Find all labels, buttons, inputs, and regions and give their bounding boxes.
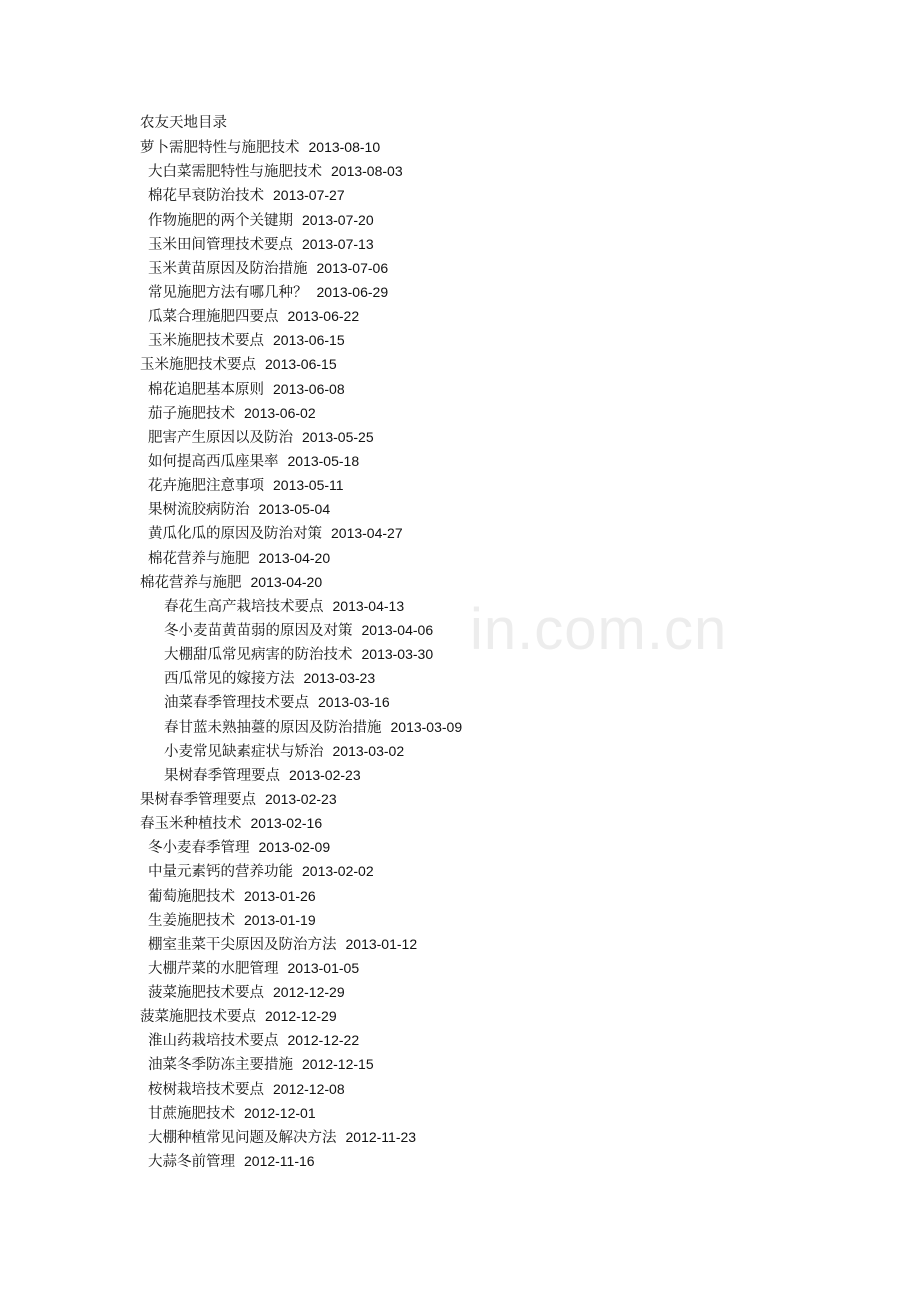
toc-entry	[140, 377, 880, 401]
toc-entry-date: 2013-02-09	[258, 839, 331, 856]
toc-entry	[140, 473, 880, 497]
toc-entry	[140, 256, 880, 280]
toc-entry-date: 2012-12-22	[287, 1032, 360, 1049]
toc-entry-title: 大棚种植常见问题及解决方法	[148, 1129, 337, 1146]
toc-entry	[140, 859, 880, 883]
toc-entries	[140, 135, 880, 1173]
toc-entry-title: 棚室韭菜干尖原因及防治方法	[148, 936, 337, 953]
toc-entry-title: 棉花追肥基本原则	[148, 381, 264, 398]
toc-entry-date: 2013-04-13	[332, 597, 405, 614]
toc-entry-date: 2013-03-02	[332, 742, 405, 759]
toc-entry	[140, 956, 880, 980]
toc-entry	[140, 835, 880, 859]
toc-entry-date: 2013-08-03	[331, 163, 403, 180]
toc-entry-title: 棉花早衰防治技术	[148, 188, 264, 205]
toc-entry	[140, 183, 880, 207]
toc-entry-date: 2013-06-15	[273, 332, 345, 349]
toc-entry-title: 玉米施肥技术要点	[148, 333, 264, 350]
toc-entry-date: 2013-03-30	[361, 646, 434, 663]
toc-entry	[140, 980, 880, 1004]
toc-entry-date: 2013-06-02	[244, 404, 316, 421]
toc-entry-date: 2013-05-18	[287, 452, 360, 469]
toc-entry-title: 大棚甜瓜常见病害的防治技术	[164, 647, 353, 664]
toc-entry-title: 作物施肥的两个关键期	[148, 212, 293, 229]
toc-entry-title: 常见施肥方法有哪几种？	[148, 284, 308, 301]
toc-entry-date: 2013-07-20	[302, 211, 374, 228]
toc-entry	[140, 208, 880, 232]
toc-entry-title: 果树春季管理要点	[140, 791, 256, 808]
toc-entry-title: 黄瓜化瓜的原因及防治对策	[148, 526, 322, 543]
toc-entry-date: 2013-02-02	[302, 863, 374, 880]
watermark: in.com.cn	[470, 597, 728, 662]
toc-entry-date: 2013-07-27	[273, 187, 345, 204]
toc-entry-title: 冬小麦苗黄苗弱的原因及对策	[164, 622, 353, 639]
toc-entry-date: 2013-03-09	[390, 718, 463, 735]
toc-entry	[140, 570, 880, 594]
toc-entry-date: 2013-07-06	[316, 259, 389, 276]
toc-entry	[140, 1101, 880, 1125]
toc-entry-title: 棉花营养与施肥	[140, 574, 242, 591]
toc-entry	[140, 1125, 880, 1149]
toc-entry-title: 如何提高西瓜座果率	[148, 453, 279, 470]
toc-entry	[140, 884, 880, 908]
toc-entry	[140, 425, 880, 449]
toc-entry	[140, 546, 880, 570]
toc-entry-title: 春甘蓝未熟抽薹的原因及防治措施	[164, 719, 382, 736]
toc-entry-date: 2013-07-13	[302, 235, 374, 252]
toc-entry	[140, 642, 880, 666]
toc-entry	[140, 594, 880, 618]
toc-entry-date: 2013-05-25	[302, 428, 374, 445]
toc-entry-date: 2013-04-06	[361, 621, 434, 638]
toc-entry	[140, 232, 880, 256]
toc-entry-date: 2012-12-08	[273, 1080, 345, 1097]
toc-entry-date: 2013-05-04	[258, 501, 331, 518]
toc-entry	[140, 908, 880, 932]
toc-entry	[140, 1149, 880, 1173]
toc-entry-date: 2013-04-20	[250, 573, 323, 590]
toc-entry-title: 果树流胶病防治	[148, 502, 250, 519]
toc-entry-date: 2013-03-23	[303, 670, 376, 687]
toc-entry-date: 2013-06-29	[316, 283, 389, 300]
toc-entry-title: 甘蔗施肥技术	[148, 1105, 235, 1122]
toc-entry-title: 瓜菜合理施肥四要点	[148, 309, 279, 326]
toc-entry-title: 大棚芹菜的水肥管理	[148, 960, 279, 977]
toc-entry	[140, 401, 880, 425]
toc-entry-date: 2013-02-23	[265, 790, 337, 807]
toc-entry-title: 生姜施肥技术	[148, 912, 235, 929]
toc-entry	[140, 159, 880, 183]
toc-entry-date: 2013-02-16	[250, 815, 323, 832]
toc-entry-title: 玉米黄苗原因及防治措施	[148, 260, 308, 277]
toc-entry-title: 萝卜需肥特性与施肥技术	[140, 140, 300, 157]
toc-entry-title: 棉花营养与施肥	[148, 550, 250, 567]
toc-entry-date: 2012-12-15	[302, 1056, 374, 1073]
toc-entry	[140, 739, 880, 763]
toc-entry-date: 2013-01-12	[345, 935, 418, 952]
toc-entry-title: 玉米田间管理技术要点	[148, 236, 293, 253]
toc-entry	[140, 1028, 880, 1052]
toc-entry	[140, 497, 880, 521]
toc-entry	[140, 135, 880, 159]
toc-entry-date: 2012-12-29	[265, 1008, 337, 1025]
toc-entry-date: 2013-05-11	[273, 477, 344, 494]
toc-entry-title: 花卉施肥注意事项	[148, 478, 264, 495]
toc-entry	[140, 932, 880, 956]
toc-entry	[140, 521, 880, 545]
toc-entry-date: 2013-01-26	[244, 887, 316, 904]
toc-entry-date: 2012-11-23	[345, 1128, 417, 1145]
toc-entry-title: 肥害产生原因以及防治	[148, 429, 293, 446]
toc-entry-title: 油菜冬季防冻主要措施	[148, 1057, 293, 1074]
toc-entry-date: 2012-12-29	[273, 984, 345, 1001]
toc-entry-title: 小麦常见缺素症状与矫治	[164, 743, 324, 760]
toc-entry	[140, 618, 880, 642]
toc-entry-date: 2013-04-20	[258, 549, 331, 566]
toc-entry-date: 2013-06-15	[265, 356, 337, 373]
toc-entry-date: 2013-04-27	[331, 525, 403, 542]
toc-entry	[140, 449, 880, 473]
toc-entry-title: 淮山药栽培技术要点	[148, 1033, 279, 1050]
toc-entry-title: 冬小麦春季管理	[148, 840, 250, 857]
toc-entry	[140, 763, 880, 787]
toc-entry-title: 桉树栽培技术要点	[148, 1081, 264, 1098]
toc-entry-date: 2013-03-16	[318, 694, 390, 711]
toc-entry	[140, 811, 880, 835]
toc-heading: 农友天地目录	[140, 115, 227, 131]
toc-entry-date: 2012-12-01	[244, 1104, 316, 1121]
toc-entry-title: 春玉米种植技术	[140, 816, 242, 833]
toc-entry-title: 果树春季管理要点	[164, 767, 280, 784]
toc-entry-title: 菠菜施肥技术要点	[148, 985, 264, 1002]
toc-entry	[140, 304, 880, 328]
toc-entry	[140, 787, 880, 811]
toc-entry	[140, 1004, 880, 1028]
toc-entry-date: 2013-08-10	[308, 139, 381, 156]
toc-entry-date: 2012-11-16	[244, 1153, 315, 1170]
toc-entry-title: 大蒜冬前管理	[148, 1154, 235, 1171]
toc-entry-date: 2013-01-19	[244, 911, 316, 928]
toc-entry-date: 2013-01-05	[287, 959, 360, 976]
toc-entry-date: 2013-02-23	[289, 766, 361, 783]
toc-entry	[140, 280, 880, 304]
toc-entry-title: 菠菜施肥技术要点	[140, 1009, 256, 1026]
toc-entry-date: 2013-06-22	[287, 308, 360, 325]
toc-entry	[140, 1052, 880, 1076]
toc-entry-title: 中量元素钙的营养功能	[148, 864, 293, 881]
toc-entry-title: 茄子施肥技术	[148, 405, 235, 422]
toc-entry-title: 葡萄施肥技术	[148, 888, 235, 905]
toc-entry	[140, 328, 880, 352]
toc-entry-title: 大白菜需肥特性与施肥技术	[148, 164, 322, 181]
toc-entry-date: 2013-06-08	[273, 380, 345, 397]
toc-entry	[140, 1077, 880, 1101]
table-of-contents	[140, 111, 880, 1173]
toc-entry	[140, 352, 880, 376]
toc-entry	[140, 666, 880, 690]
toc-entry-title: 春花生高产栽培技术要点	[164, 598, 324, 615]
toc-entry-title: 玉米施肥技术要点	[140, 357, 256, 374]
toc-entry-title: 西瓜常见的嫁接方法	[164, 671, 295, 688]
toc-entry-title: 油菜春季管理技术要点	[164, 695, 309, 712]
toc-entry	[140, 715, 880, 739]
toc-entry	[140, 690, 880, 714]
